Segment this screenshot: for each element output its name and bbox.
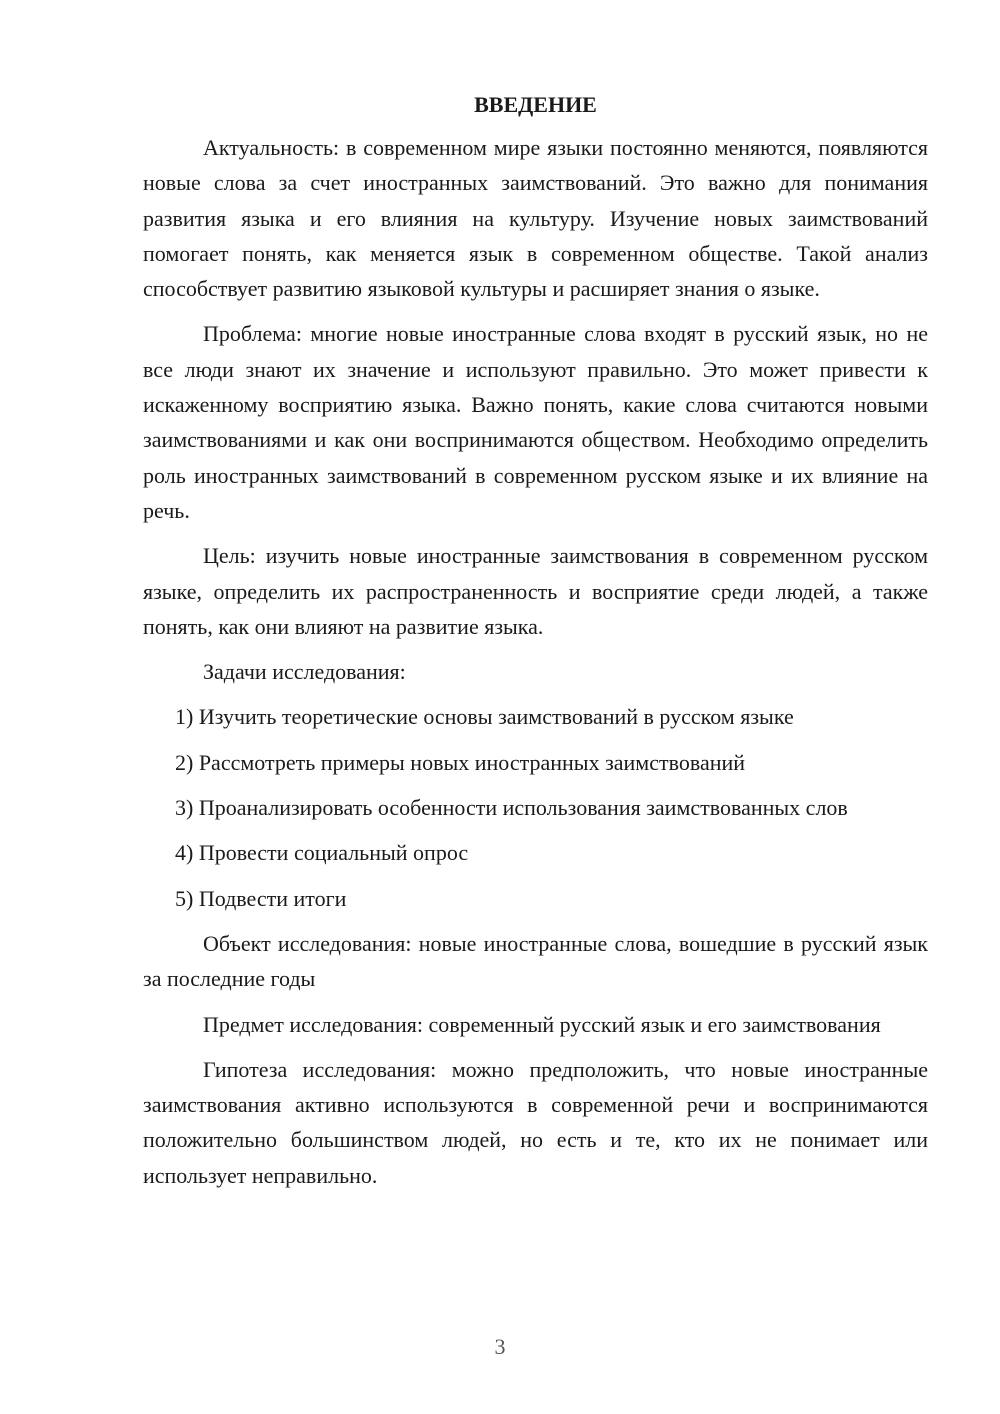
tasks-heading: Задачи исследования: <box>203 659 406 685</box>
task-item-5: 5) Подвести итоги <box>175 885 347 911</box>
hypothesis-paragraph: Гипотеза исследования: можно предположить, что новые иностранные заимствования активно используются в современной речи и воспринимаются положительно большинством людей, но есть и те, кто их не понимает или использует неправильно. <box>143 1056 928 1188</box>
object-paragraph: Объект исследования: новые иностранные слова, вошедшие в русский язык за последние годы <box>143 930 928 992</box>
goal-paragraph: Цель: изучить новые иностранные заимствования в современном русском языке, определить их распространенность и восприятие среди людей, а также понять, как они влияют на развитие языка. <box>143 543 928 639</box>
task-item-3: 3) Проанализировать особенности использования заимствованных слов <box>175 795 848 821</box>
task-item-2: 2) Рассмотреть примеры новых иностранных заимствований <box>175 749 746 775</box>
problem-paragraph: Проблема: многие новые иностранные слова входят в русский язык, но не все люди знают их значение и используют правильно. Это может привести к искаженному восприятию языка. Важно понять, какие слова считаются новыми заимствованиями и как они воспринимаются обществом. Необходимо определить роль иностранных заимствований в современном русском языке и их влияние на речь. <box>143 321 928 523</box>
page-number: 3 <box>494 1334 506 1359</box>
subject-paragraph: Предмет исследования: современный русский язык и его заимствования <box>203 1011 881 1037</box>
relevance-paragraph: Актуальность: в современном мире языки постоянно меняются, появляются новые слова за счет иностранных заимствований. Это важно для понимания развития языка и его влияния на культуру. Изучение новых заимствований помогает понять, как меняется язык в современном обществе. Такой анализ способствует развитию языковой культуры и расширяет знания о языке. <box>143 135 928 302</box>
document-page <box>143 90 928 1203</box>
task-item-4: 4) Провести социальный опрос <box>175 840 469 866</box>
task-item-1: 1) Изучить теоретические основы заимствований в русском языке <box>175 704 794 730</box>
page-title: ВВЕДЕНИЕ <box>474 92 597 117</box>
